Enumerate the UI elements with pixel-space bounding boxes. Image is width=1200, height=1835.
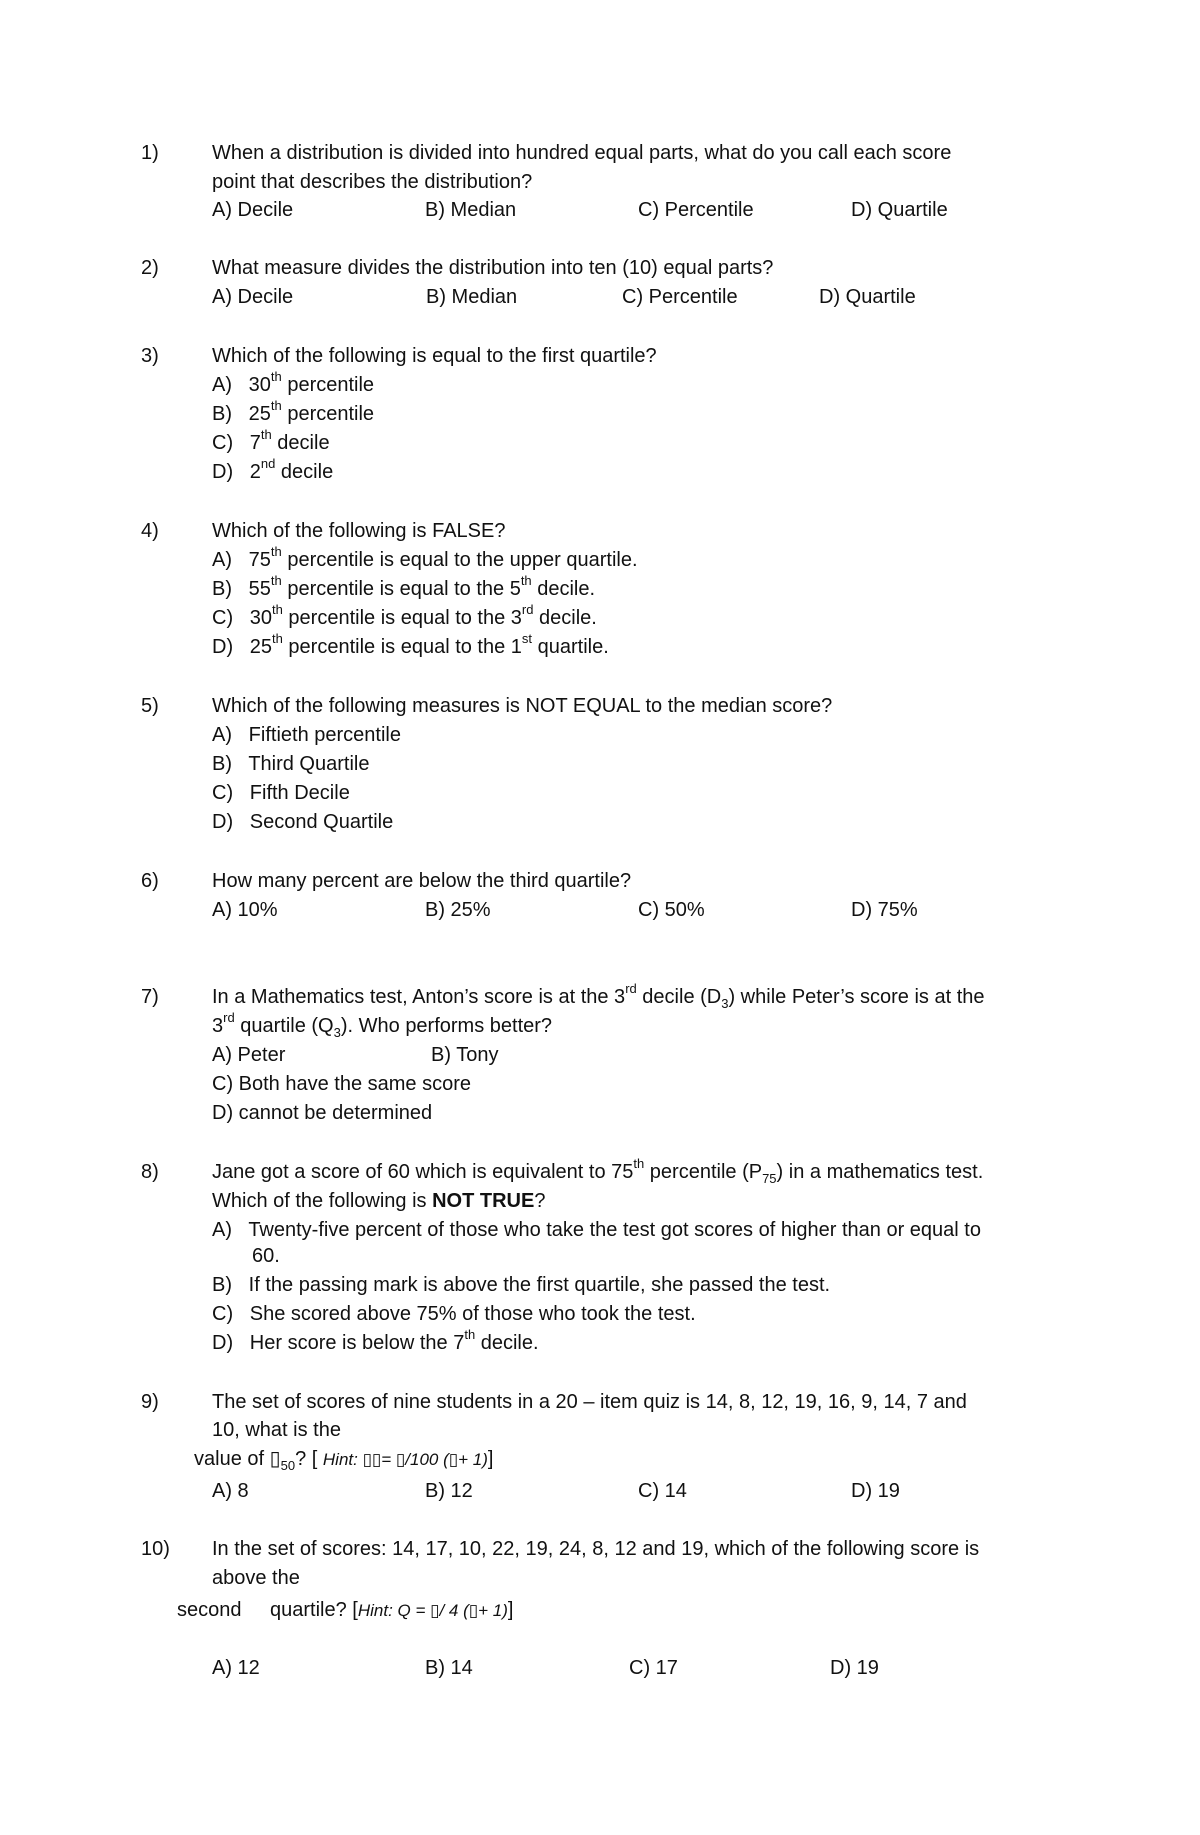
choice: A) Peter	[212, 1044, 286, 1066]
choice: B) 14	[425, 1657, 473, 1679]
choice: A) 75th percentile is equal to the upper quartile.	[212, 544, 638, 571]
question-stem: Which of the following is FALSE?	[212, 520, 506, 542]
choice: 60.	[252, 1245, 280, 1267]
choice: D) cannot be determined	[212, 1102, 433, 1124]
choice: B) Tony	[431, 1044, 499, 1066]
question-number: 3)	[141, 345, 159, 367]
choice: C) 7th decile	[212, 427, 330, 454]
question-number: 10)	[141, 1538, 170, 1560]
choice: B) 25%	[425, 899, 491, 921]
question-stem: 10, what is the	[212, 1419, 341, 1441]
question-stem: above the	[212, 1567, 300, 1589]
question-stem: Jane got a score of 60 which is equivalent to 75th percentile $(P_{75})$ in a mathematics test.	[212, 1156, 984, 1186]
choice: D) 75%	[851, 899, 918, 921]
question-number: 5)	[141, 695, 159, 717]
choice: B) 12	[425, 1480, 473, 1502]
question-stem: Which of the following measures is NOT EQUAL to the median score?	[212, 695, 833, 717]
question-stem: In a Mathematics test, Anton’s score is at the 3rd decile $(D_3)$ while Peter’s score is at the	[212, 981, 985, 1011]
choice: D) Her score is below the 7th decile.	[212, 1327, 539, 1354]
question-number: 9)	[141, 1391, 159, 1413]
choice: C) 30th percentile is equal to the 3rd decile.	[212, 602, 597, 629]
choice: A) 8	[212, 1480, 249, 1502]
question-stem: In the set of scores: 14, 17, 10, 22, 19, 24, 8, 12 and 19, which of the following score is	[212, 1538, 980, 1560]
question-stem: 3rd quartile $(Q_3)$. Who performs better?	[212, 1010, 553, 1040]
choice: D) 19	[851, 1480, 900, 1502]
question-stem: When a distribution is divided into hundred equal parts, what do you call each score	[212, 142, 952, 164]
choice: D) Second Quartile	[212, 811, 394, 833]
choice: B) 25th percentile	[212, 398, 375, 425]
choice: C) 14	[638, 1480, 687, 1502]
choice: A) 10%	[212, 899, 278, 921]
choice: B) Median	[425, 199, 517, 221]
choice: B) Third Quartile	[212, 753, 370, 775]
choice: A) Twenty-five percent of those who take the test got scores of higher than or equal to	[212, 1219, 981, 1241]
question-number: 8)	[141, 1161, 159, 1183]
choice: C) Percentile	[622, 286, 738, 308]
choice: A) 12	[212, 1657, 260, 1679]
question-stem: Which of the following is NOT TRUE?	[212, 1190, 546, 1212]
choice: C) She scored above 75% of those who took the test.	[212, 1303, 696, 1325]
choice: D) Quartile	[819, 286, 916, 308]
choice: C) 17	[629, 1657, 678, 1679]
question-number: 7)	[141, 986, 159, 1008]
question-stem: The set of scores of nine students in a 20 – item quiz is 14, 8, 12, 19, 16, 9, 14, 7 and	[212, 1391, 967, 1413]
question-number: 1)	[141, 142, 159, 164]
choice: D) Quartile	[851, 199, 948, 221]
choice: C) Both have the same score	[212, 1073, 472, 1095]
choice: A) Decile	[212, 199, 294, 221]
question-stem: What measure divides the distribution into ten (10) equal parts?	[212, 257, 774, 279]
choice: C) 50%	[638, 899, 705, 921]
question-stem: How many percent are below the third quartile?	[212, 870, 632, 892]
choice: C) Fifth Decile	[212, 782, 350, 804]
choice: B) If the passing mark is above the first quartile, she passed the test.	[212, 1274, 831, 1296]
choice: C) Percentile	[638, 199, 754, 221]
question-number: 4)	[141, 520, 159, 542]
question-stem: Which of the following is equal to the first quartile?	[212, 345, 657, 367]
choice: B) 55th percentile is equal to the 5th decile.	[212, 573, 596, 600]
choice: D) 19	[830, 1657, 879, 1679]
question-formula: second	[177, 1599, 242, 1621]
question-number: 2)	[141, 257, 159, 279]
choice: B) Median	[426, 286, 518, 308]
question-stem: point that describes the distribution?	[212, 171, 533, 193]
question-number: 6)	[141, 870, 159, 892]
choice: D) 2nd decile	[212, 456, 334, 483]
question-formula: quartile? [Hint: Q = ▯/ 4 (▯+ 1)]	[270, 1599, 514, 1621]
choice: A) 30th percentile	[212, 369, 375, 396]
question-formula: value of $▯_{50}$? [ Hint: ▯▯= ▯/100 (▯+ 1)]	[194, 1448, 494, 1473]
choice: A) Fiftieth percentile	[212, 724, 401, 746]
choice: A) Decile	[212, 286, 294, 308]
choice: D) 25th percentile is equal to the 1st quartile.	[212, 631, 609, 658]
